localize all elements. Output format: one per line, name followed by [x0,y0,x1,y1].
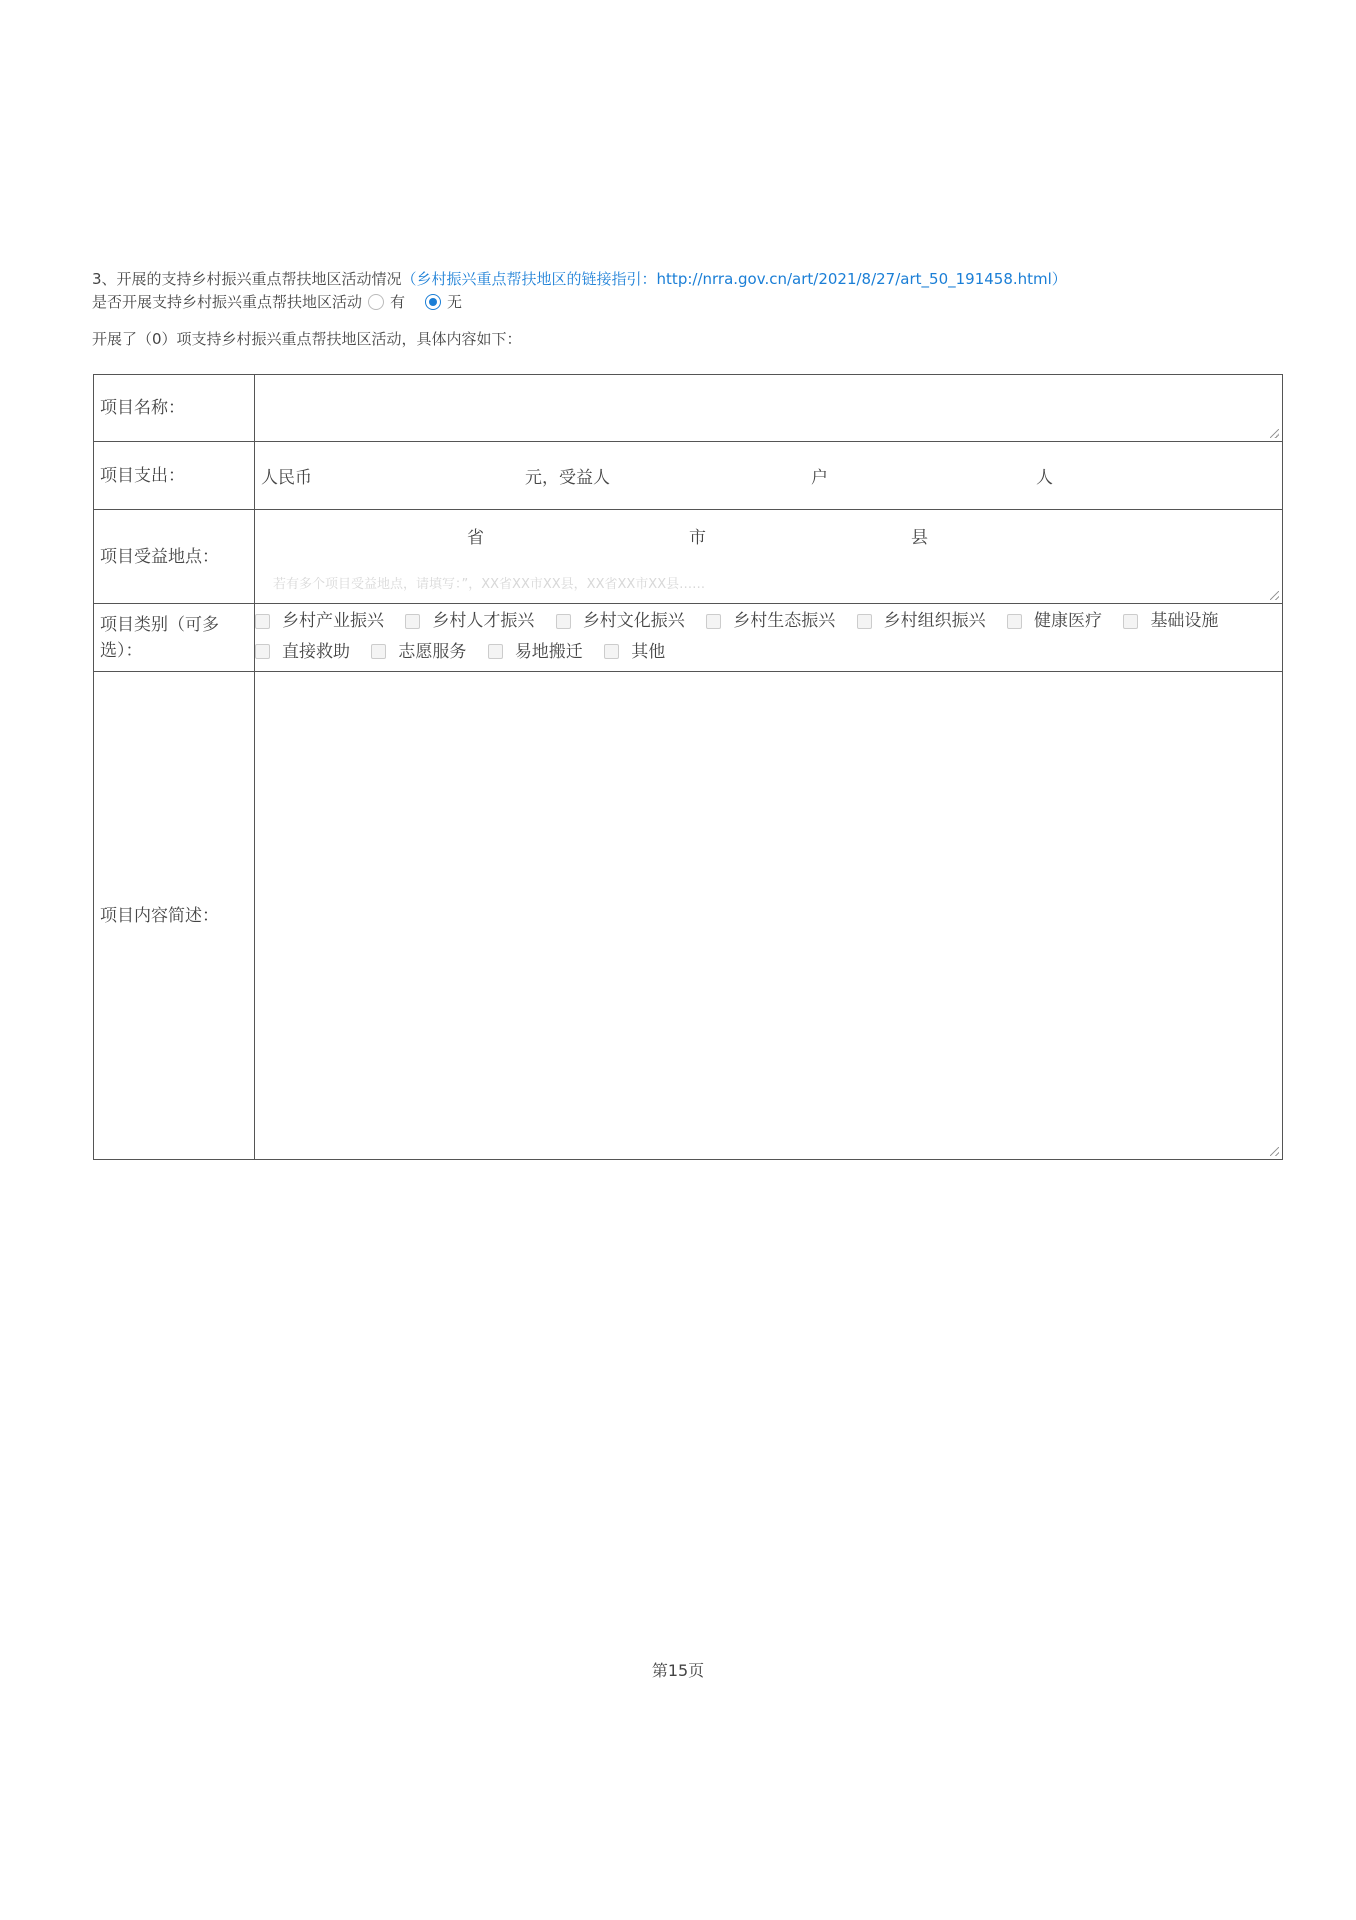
category-option-label: 乡村组织振兴 [883,611,986,631]
category-option-label: 其他 [631,641,666,662]
location-placeholder: 若有多个项目受益地点，请填写：”，XX省XX市XX县，XX省XX市XX县…… [273,576,706,592]
activity-summary: 开展了（0）项支持乡村振兴重点帮扶地区活动，具体内容如下： [92,330,522,348]
expense-amount-input[interactable] [312,463,525,489]
project-name-row [94,375,1283,442]
checkbox-icon[interactable] [1007,614,1022,629]
category-option-label: 乡村生态振兴 [733,611,836,631]
page-number: 第15页 [651,1661,705,1680]
category-option[interactable] [1007,607,1102,635]
project-description-label: 项目内容简述： [94,672,255,1160]
activity-section [92,268,1282,350]
activity-question-row [92,290,1282,314]
checkbox-icon[interactable] [405,614,420,629]
checkbox-icon[interactable] [706,614,721,629]
project-form [93,374,1283,1160]
category-option[interactable] [1123,607,1218,635]
checkbox-icon[interactable] [255,614,270,629]
yuan-beneficiary-label: 元，受益人 [525,468,610,488]
currency-label: 人民币 [261,468,312,488]
project-expense-label: 项目支出： [94,442,255,510]
category-option-label: 乡村文化振兴 [582,611,685,631]
checkbox-icon[interactable] [1123,614,1138,629]
project-description-field[interactable] [255,672,1283,1160]
category-option-label: 志愿服务 [398,641,467,662]
section-heading-text: 3、开展的支持乡村振兴重点帮扶地区活动情况 [92,270,402,288]
resize-grip-icon[interactable] [1270,1147,1279,1156]
category-option-label: 健康医疗 [1034,611,1103,631]
households-input[interactable] [610,463,811,489]
project-location-row [94,510,1283,604]
category-option-label: 基础设施 [1150,611,1219,631]
province-label: 省 [467,527,484,548]
category-option-label: 易地搬迁 [514,641,583,662]
households-label: 户 [811,468,828,488]
category-option[interactable] [371,638,466,666]
project-category-label: 项目类别（可多选）： [94,604,255,672]
radio-no-label[interactable]: 无 [447,293,463,311]
checkbox-icon[interactable] [488,644,503,659]
category-option[interactable] [255,607,384,635]
project-expense-cell [255,442,1283,510]
radio-no[interactable] [425,294,441,310]
people-input[interactable] [828,463,1036,489]
checkbox-icon[interactable] [371,644,386,659]
category-option[interactable] [706,607,835,635]
county-input[interactable] [706,519,911,543]
project-location-cell[interactable] [255,510,1283,604]
checkbox-icon[interactable] [556,614,571,629]
radio-yes-label[interactable]: 有 [390,293,406,311]
city-label: 市 [689,527,706,548]
people-label: 人 [1036,468,1053,488]
category-option[interactable] [604,638,665,666]
project-expense-row [94,442,1283,510]
radio-yes[interactable] [368,294,384,310]
activity-question: 是否开展支持乡村振兴重点帮扶地区活动 [92,293,363,311]
category-option[interactable] [255,638,350,666]
category-option[interactable] [488,638,583,666]
resize-grip-icon[interactable] [1270,429,1279,438]
category-option-label: 直接救助 [282,641,350,662]
project-category-row [94,604,1283,672]
county-label: 县 [911,527,928,548]
category-option[interactable] [556,607,685,635]
resize-grip-icon[interactable] [1270,591,1279,600]
checkbox-icon[interactable] [857,614,872,629]
category-option-label: 乡村产业振兴 [282,611,384,631]
category-option-label: 乡村人才振兴 [432,611,535,631]
project-location-label: 项目受益地点： [94,510,255,604]
section-heading [92,268,1282,290]
checkbox-icon[interactable] [255,644,270,659]
category-option[interactable] [857,607,986,635]
province-input[interactable] [255,519,467,543]
category-option[interactable] [405,607,534,635]
project-name-label: 项目名称： [94,375,255,442]
project-name-field[interactable] [255,375,1283,442]
city-input[interactable] [484,519,689,543]
project-category-options [255,604,1283,672]
checkbox-icon[interactable] [604,644,619,659]
guide-link[interactable]: （乡村振兴重点帮扶地区的链接指引：http://nrra.gov.cn/art/2021/8/27/art_50_191458.html） [401,270,1067,288]
location-fields [255,519,928,548]
project-description-row [94,672,1283,1160]
